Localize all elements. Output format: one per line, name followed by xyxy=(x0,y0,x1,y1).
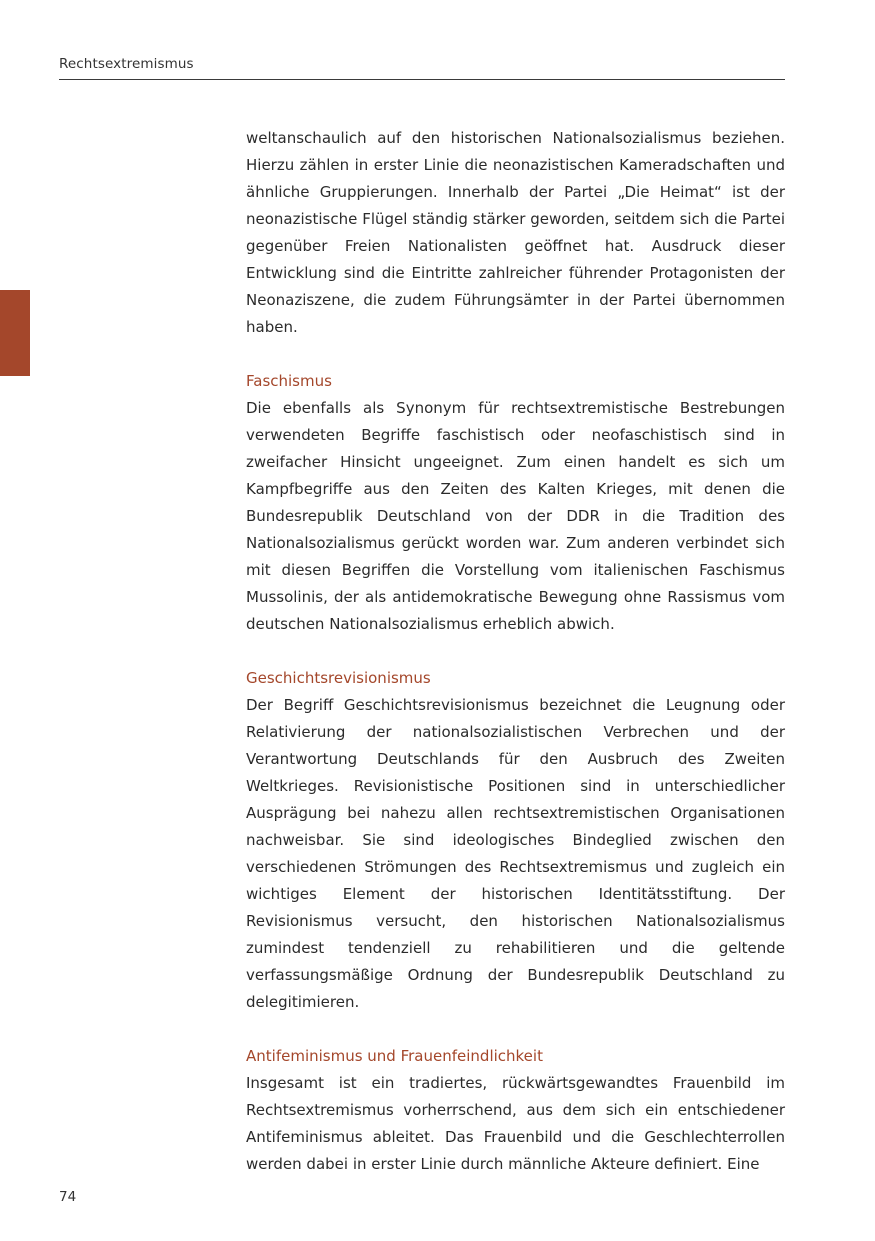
section-geschichtsrevisionismus xyxy=(246,665,785,1016)
running-header: Rechtsextremismus xyxy=(59,56,194,72)
section-faschismus xyxy=(246,368,785,638)
section-heading: Faschismus xyxy=(246,372,332,390)
section-body: Der Begriff Geschichtsrevisionismus bezeichnet die Leugnung oder Relativierung der nationalsozialistischen Verbrechen und der Verantwortung Deutschlands für den Ausbruch des Zweiten Weltkrieges. Revisionistische Positionen sind in unterschiedlicher Ausprägung bei nahezu allen rechtsextremistischen Organisationen nachweisbar. Sie sind ideologisches Bindeglied zwischen den verschiedenen Strömungen des Rechtsextremismus und zugleich ein wichtiges Element der historischen Identitätsstiftung. Der Revisionismus versucht, den historischen Nationalsozialismus zumindest tendenziell zu rehabilitieren und die geltende verfassungsmäßige Ordnung der Bundesrepublik Deutschland zu delegitimieren. xyxy=(246,696,785,1011)
section-heading: Geschichtsrevisionismus xyxy=(246,669,431,687)
intro-paragraph: weltanschaulich auf den historischen Nationalsozialismus beziehen. Hierzu zählen in erster Linie die neonazistischen Kameradschaften und ähnliche Gruppierungen. Innerhalb der Partei „Die Heimat“ ist der neonazistische Flügel ständig stärker geworden, seitdem sich die Partei gegenüber Freien Nationalisten geöffnet hat. Ausdruck dieser Entwicklung sind die Eintritte zahlreicher führender Protagonisten der Neonaziszene, die zudem Führungsämter in der Partei übernommen haben. xyxy=(246,129,785,336)
chapter-side-tab xyxy=(0,290,30,376)
header-rule xyxy=(59,79,785,80)
main-content xyxy=(246,125,785,1178)
section-body: Insgesamt ist ein tradiertes, rückwärtsgewandtes Frauenbild im Rechtsextremismus vorherrschend, aus dem sich ein entschiedener Antifeminismus ableitet. Das Frauenbild und die Geschlechterrollen werden dabei in erster Linie durch männliche Akteure definiert. Eine xyxy=(246,1074,785,1173)
section-heading: Antifeminismus und Frauenfeindlichkeit xyxy=(246,1047,543,1065)
section-body: Die ebenfalls als Synonym für rechtsextremistische Bestrebungen verwendeten Begriffe faschistisch oder neofaschistisch sind in zweifacher Hinsicht ungeeignet. Zum einen handelt es sich um Kampfbegriffe aus den Zeiten des Kalten Krieges, mit denen die Bundesrepublik Deutschland von der DDR in die Tradition des Nationalsozialismus gerückt worden war. Zum anderen verbindet sich mit diesen Begriffen die Vorstellung vom italienischen Faschismus Mussolinis, der als antidemokratische Bewegung ohne Rassismus vom deutschen Nationalsozialismus erheblich abwich. xyxy=(246,399,785,633)
section-antifeminismus xyxy=(246,1043,785,1178)
page-number: 74 xyxy=(59,1189,77,1205)
